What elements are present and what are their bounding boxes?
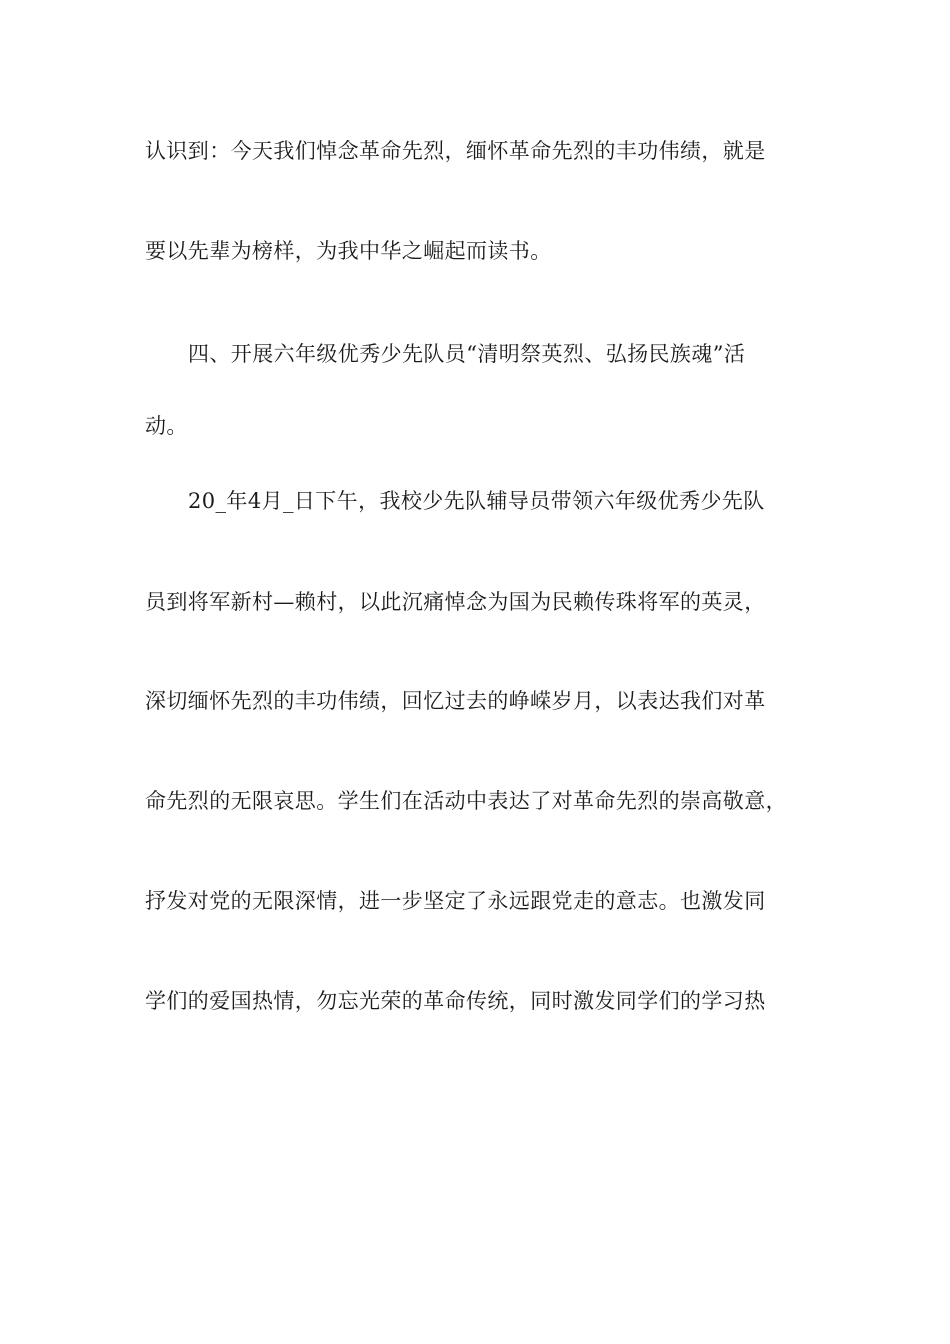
text-line: 动。 — [145, 414, 188, 438]
text-line: 要以先辈为榜样，为我中华之崛起而读书。 — [145, 239, 552, 263]
text-line: 认识到：今天我们悼念革命先烈，缅怀革命先烈的丰功伟绩，就是 — [145, 139, 766, 163]
text-line: 员到将军新村—赖村，以此沉痛悼念为国为民赖传珠将军的英灵， — [145, 590, 766, 614]
text-line: 深切缅怀先烈的丰功伟绩，回忆过去的峥嵘岁月，以表达我们对革 — [145, 689, 766, 713]
text-line: 命先烈的无限哀思。学生们在活动中表达了对革命先烈的崇高敬意， — [145, 789, 787, 813]
text-line: 抒发对党的无限深情，进一步坚定了永远跟党走的意志。也激发同 — [145, 889, 766, 913]
paragraph-first-line: 20_年4月_日下午，我校少先队辅导员带领六年级优秀少先队 — [188, 489, 765, 513]
text-line: 学们的爱国热情，勿忘光荣的革命传统，同时激发同学们的学习热 — [145, 989, 766, 1013]
section-heading: 四、开展六年级优秀少先队员“清明祭英烈、弘扬民族魂”活 — [188, 342, 746, 366]
